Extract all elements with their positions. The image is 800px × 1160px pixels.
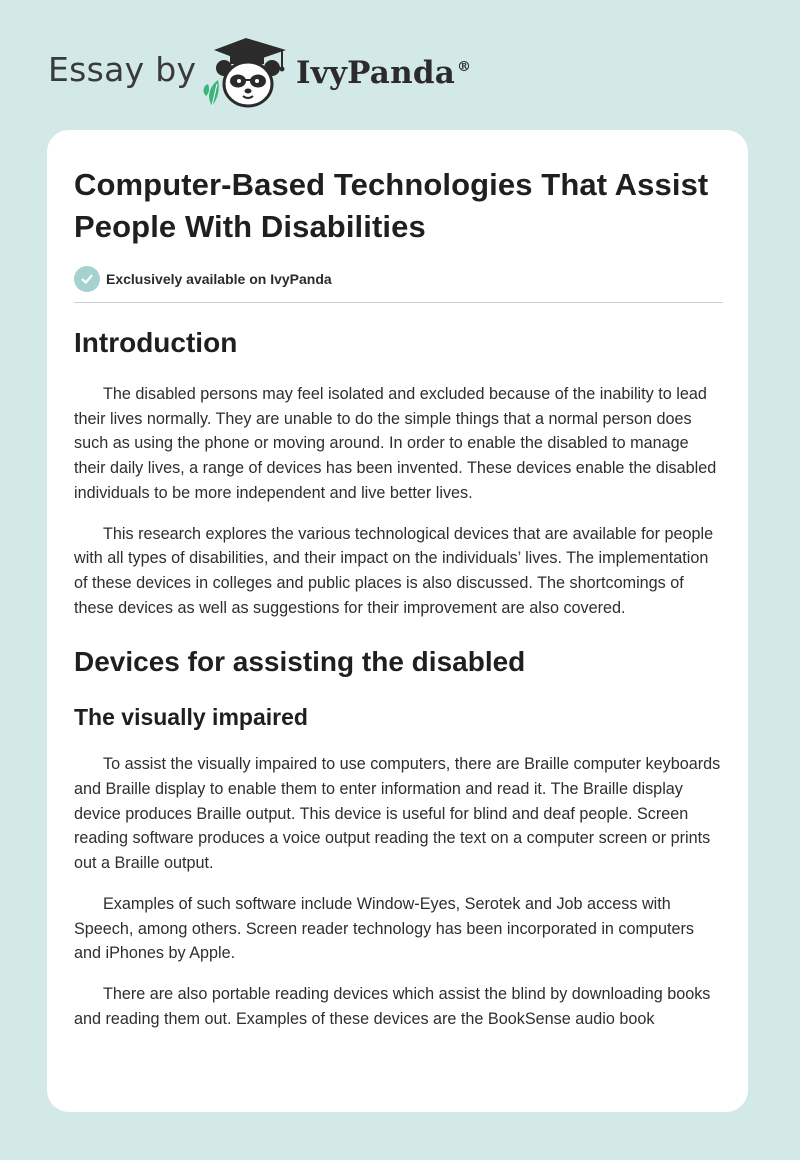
brand-name-text: IvyPanda bbox=[296, 55, 455, 91]
paragraph-intro-2: This research explores the various technological devices that are available for people with all types of disabilities, and their impact on the individuals’ lives. The implementation of these devices in colleges and public places is also discussed. The shortcomings of these devices as well as suggestions for their improvement are also covered. bbox=[74, 524, 714, 617]
title-divider bbox=[74, 302, 723, 303]
paragraph-visual-3: There are also portable reading devices which assist the blind by downloading books and reading them out. Examples of these devices are the BookSense audio book bbox=[74, 984, 711, 1028]
panda-logo-icon[interactable] bbox=[200, 34, 296, 110]
essay-content bbox=[74, 130, 723, 1031]
essay-title: Computer-Based Technologies That Assist People With Disabilities bbox=[74, 167, 709, 244]
heading-introduction: Introduction bbox=[74, 327, 238, 358]
paragraph-visual-2: Examples of such software include Window-Eyes, Serotek and Job access with Speech, among others. Screen reader technology has been incorporated in computers and iPhones by Apple. bbox=[74, 894, 695, 963]
brand-prefix: Essay by bbox=[48, 50, 197, 89]
paragraph-intro-1: The disabled persons may feel isolated and excluded because of the inability to lead their lives normally. They are unable to do the simple things that a normal person does such as using the phone or moving around. In order to enable the disabled to manage their daily lives, a range of devices has been invented. These devices enable the disabled individuals to be more independent and live better lives. bbox=[74, 385, 717, 502]
site-header bbox=[0, 0, 800, 120]
check-icon bbox=[74, 266, 100, 292]
exclusive-label: Exclusively available on IvyPanda bbox=[106, 271, 332, 287]
heading-visually-impaired: The visually impaired bbox=[74, 704, 308, 731]
brand-name[interactable] bbox=[296, 55, 471, 91]
registered-mark: ® bbox=[457, 59, 472, 75]
paragraph-visual-1: To assist the visually impaired to use computers, there are Braille computer keyboards and Braille display to enable them to enter information and read it. The Braille display device produces Braille output. This device is useful for blind and deaf people. Screen reading software produces a voice output reading the text on a computer screen or prints out a Braille output. bbox=[74, 755, 721, 873]
exclusive-badge bbox=[74, 266, 723, 292]
heading-devices: Devices for assisting the disabled bbox=[74, 646, 526, 678]
essay-card bbox=[47, 130, 748, 1112]
